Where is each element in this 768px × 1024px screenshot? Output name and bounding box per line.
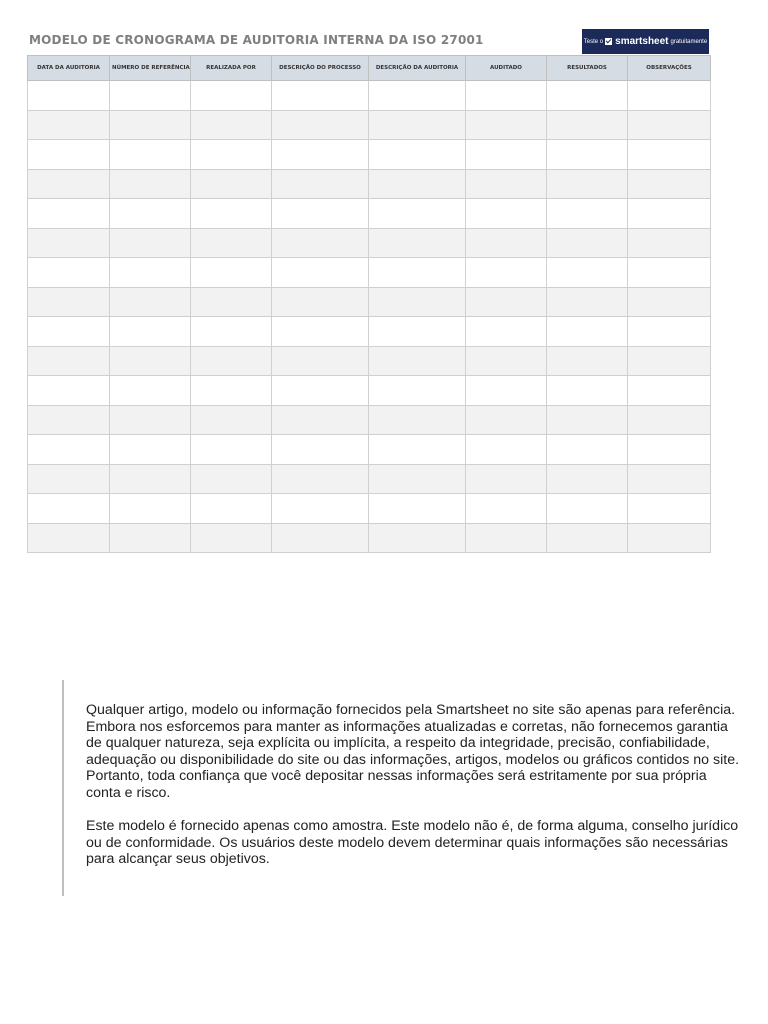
table-cell[interactable] — [272, 376, 369, 406]
table-row — [28, 376, 711, 406]
table-cell[interactable] — [110, 140, 191, 170]
table-cell[interactable] — [628, 494, 711, 524]
table-cell[interactable] — [272, 523, 369, 553]
table-cell[interactable] — [628, 464, 711, 494]
table-cell[interactable] — [272, 140, 369, 170]
table-cell[interactable] — [628, 169, 711, 199]
table-cell[interactable] — [110, 228, 191, 258]
table-cell[interactable] — [369, 287, 466, 317]
table-cell[interactable] — [272, 494, 369, 524]
table-cell[interactable] — [110, 523, 191, 553]
table-cell[interactable] — [369, 169, 466, 199]
table-row — [28, 169, 711, 199]
table-cell[interactable] — [272, 81, 369, 111]
table-cell[interactable] — [369, 199, 466, 229]
table-cell[interactable] — [191, 140, 272, 170]
table-cell[interactable] — [369, 494, 466, 524]
table-cell[interactable] — [547, 435, 628, 465]
table-row — [28, 523, 711, 553]
table-cell[interactable] — [191, 287, 272, 317]
column-header-audit-date: DATA DA AUDITORIA — [28, 56, 110, 81]
table-cell[interactable] — [547, 81, 628, 111]
table-cell[interactable] — [547, 376, 628, 406]
audit-schedule-table — [27, 55, 711, 553]
table-row — [28, 464, 711, 494]
disclaimer-paragraph-2: Este modelo é fornecido apenas como amostra. Este modelo não é, de forma alguma, conselho jurídico ou de conformidade. Os usuários deste modelo devem determinar quais informações são necessárias para alcançar seus objetivos. — [86, 818, 739, 867]
table-cell[interactable] — [272, 228, 369, 258]
table-cell[interactable] — [191, 523, 272, 553]
table-cell[interactable] — [191, 405, 272, 435]
table-cell[interactable] — [466, 81, 547, 111]
column-header-observations: OBSERVAÇÕES — [628, 56, 711, 81]
table-cell[interactable] — [369, 346, 466, 376]
table-cell[interactable] — [28, 494, 110, 524]
table-cell[interactable] — [547, 169, 628, 199]
table-cell[interactable] — [272, 199, 369, 229]
table-cell[interactable] — [369, 317, 466, 347]
table-cell[interactable] — [547, 110, 628, 140]
table-cell[interactable] — [547, 523, 628, 553]
table-cell[interactable] — [628, 110, 711, 140]
table-row — [28, 110, 711, 140]
table-cell[interactable] — [28, 140, 110, 170]
table-cell[interactable] — [628, 317, 711, 347]
table-cell[interactable] — [28, 405, 110, 435]
table-row — [28, 317, 711, 347]
table-cell[interactable] — [466, 464, 547, 494]
table-cell[interactable] — [110, 199, 191, 229]
table-cell[interactable] — [466, 435, 547, 465]
table-cell[interactable] — [110, 405, 191, 435]
table-row — [28, 494, 711, 524]
table-cell[interactable] — [466, 287, 547, 317]
table-row — [28, 228, 711, 258]
table-cell[interactable] — [628, 405, 711, 435]
table-cell[interactable] — [547, 317, 628, 347]
table-cell[interactable] — [110, 346, 191, 376]
table-cell[interactable] — [466, 258, 547, 288]
table-cell[interactable] — [628, 228, 711, 258]
smartsheet-trial-banner[interactable] — [582, 29, 709, 54]
table-cell[interactable] — [369, 258, 466, 288]
table-cell[interactable] — [466, 346, 547, 376]
table-cell[interactable] — [547, 140, 628, 170]
table-cell[interactable] — [466, 405, 547, 435]
table-cell[interactable] — [191, 464, 272, 494]
table-cell[interactable] — [28, 228, 110, 258]
table-cell[interactable] — [28, 81, 110, 111]
table-row — [28, 346, 711, 376]
table-cell[interactable] — [191, 258, 272, 288]
table-cell[interactable] — [547, 258, 628, 288]
banner-brand: smartsheet — [615, 36, 669, 47]
table-cell[interactable] — [191, 494, 272, 524]
table-cell[interactable] — [369, 110, 466, 140]
column-header-audited: AUDITADO — [466, 56, 547, 81]
table-cell[interactable] — [191, 346, 272, 376]
table-row — [28, 140, 711, 170]
banner-suffix: gratuitamente — [670, 38, 708, 45]
banner-prefix: Teste o — [583, 38, 604, 45]
table-cell[interactable] — [369, 81, 466, 111]
table-cell[interactable] — [547, 494, 628, 524]
table-cell[interactable] — [28, 376, 110, 406]
table-cell[interactable] — [466, 110, 547, 140]
table-cell[interactable] — [28, 169, 110, 199]
table-cell[interactable] — [110, 376, 191, 406]
column-header-reference-number: NÚMERO DE REFERÊNCIA — [110, 56, 191, 81]
table-cell[interactable] — [369, 376, 466, 406]
table-cell[interactable] — [628, 140, 711, 170]
table-cell[interactable] — [110, 494, 191, 524]
table-cell[interactable] — [547, 228, 628, 258]
table-cell[interactable] — [191, 228, 272, 258]
table-cell[interactable] — [110, 287, 191, 317]
table-cell[interactable] — [466, 140, 547, 170]
table-cell[interactable] — [272, 346, 369, 376]
table-cell[interactable] — [272, 287, 369, 317]
table-row — [28, 435, 711, 465]
table-cell[interactable] — [547, 199, 628, 229]
disclaimer-paragraph-1: Qualquer artigo, modelo ou informação fornecidos pela Smartsheet no site são apenas para referência. Embora nos esforcemos para manter as informações atualizadas e corretas, não fornecemos garantia de qualquer natureza, seja explícita ou implícita, a respeito da integridade, precisão, confiabilidade, adequação ou disponibilidade do site ou das informações, artigos, modelos ou gráficos contidos no site. Portanto, toda confiança que você depositar nessas informações será estritamente por sua própria conta e risco. — [86, 702, 740, 801]
table-cell[interactable] — [628, 287, 711, 317]
table-cell[interactable] — [28, 464, 110, 494]
table-cell[interactable] — [369, 523, 466, 553]
table-cell[interactable] — [28, 435, 110, 465]
table-cell[interactable] — [110, 110, 191, 140]
column-header-performed-by: REALIZADA POR — [191, 56, 272, 81]
table-cell[interactable] — [110, 317, 191, 347]
table-cell[interactable] — [466, 317, 547, 347]
table-cell[interactable] — [191, 199, 272, 229]
table-row — [28, 81, 711, 111]
table-cell[interactable] — [272, 317, 369, 347]
table-cell[interactable] — [272, 464, 369, 494]
table-cell[interactable] — [28, 346, 110, 376]
table-cell[interactable] — [628, 199, 711, 229]
table-cell[interactable] — [191, 435, 272, 465]
table-row — [28, 258, 711, 288]
table-cell[interactable] — [28, 317, 110, 347]
table-cell[interactable] — [466, 494, 547, 524]
column-header-results: RESULTADOS — [547, 56, 628, 81]
column-header-audit-description: DESCRIÇÃO DA AUDITORIA — [369, 56, 466, 81]
table-cell[interactable] — [547, 464, 628, 494]
table-cell[interactable] — [272, 169, 369, 199]
table-cell[interactable] — [628, 435, 711, 465]
table-cell[interactable] — [191, 317, 272, 347]
table-cell[interactable] — [466, 199, 547, 229]
smartsheet-check-icon — [605, 38, 612, 45]
table-cell[interactable] — [28, 523, 110, 553]
table-cell[interactable] — [191, 110, 272, 140]
table-cell[interactable] — [628, 81, 711, 111]
table-cell[interactable] — [191, 169, 272, 199]
table-cell[interactable] — [28, 258, 110, 288]
table-body — [28, 81, 711, 553]
table-cell[interactable] — [191, 376, 272, 406]
table-cell[interactable] — [28, 287, 110, 317]
table-cell[interactable] — [466, 169, 547, 199]
table-cell[interactable] — [110, 258, 191, 288]
table-cell[interactable] — [628, 346, 711, 376]
table-cell[interactable] — [191, 81, 272, 111]
table-cell[interactable] — [28, 110, 110, 140]
table-cell[interactable] — [369, 405, 466, 435]
table-cell[interactable] — [272, 258, 369, 288]
table-cell[interactable] — [272, 110, 369, 140]
table-cell[interactable] — [466, 376, 547, 406]
table-cell[interactable] — [547, 346, 628, 376]
table-cell[interactable] — [110, 464, 191, 494]
table-row — [28, 199, 711, 229]
document-title: MODELO DE CRONOGRAMA DE AUDITORIA INTERNA DA ISO 27001 — [29, 33, 484, 47]
table-header-row — [28, 56, 711, 81]
table-cell[interactable] — [272, 435, 369, 465]
table-cell[interactable] — [110, 81, 191, 111]
table-cell[interactable] — [28, 199, 110, 229]
table-cell[interactable] — [369, 228, 466, 258]
table-cell[interactable] — [466, 523, 547, 553]
table-row — [28, 287, 711, 317]
table-row — [28, 405, 711, 435]
table-cell[interactable] — [628, 258, 711, 288]
table-cell[interactable] — [628, 523, 711, 553]
table-cell[interactable] — [369, 435, 466, 465]
table-cell[interactable] — [628, 376, 711, 406]
column-header-process-description: DESCRIÇÃO DO PROCESSO — [272, 56, 369, 81]
table-cell[interactable] — [466, 228, 547, 258]
table-cell[interactable] — [547, 287, 628, 317]
disclaimer-box — [62, 680, 742, 896]
table-cell[interactable] — [369, 140, 466, 170]
table-cell[interactable] — [369, 464, 466, 494]
table-cell[interactable] — [110, 169, 191, 199]
table-cell[interactable] — [272, 405, 369, 435]
table-cell[interactable] — [547, 405, 628, 435]
table-cell[interactable] — [110, 435, 191, 465]
